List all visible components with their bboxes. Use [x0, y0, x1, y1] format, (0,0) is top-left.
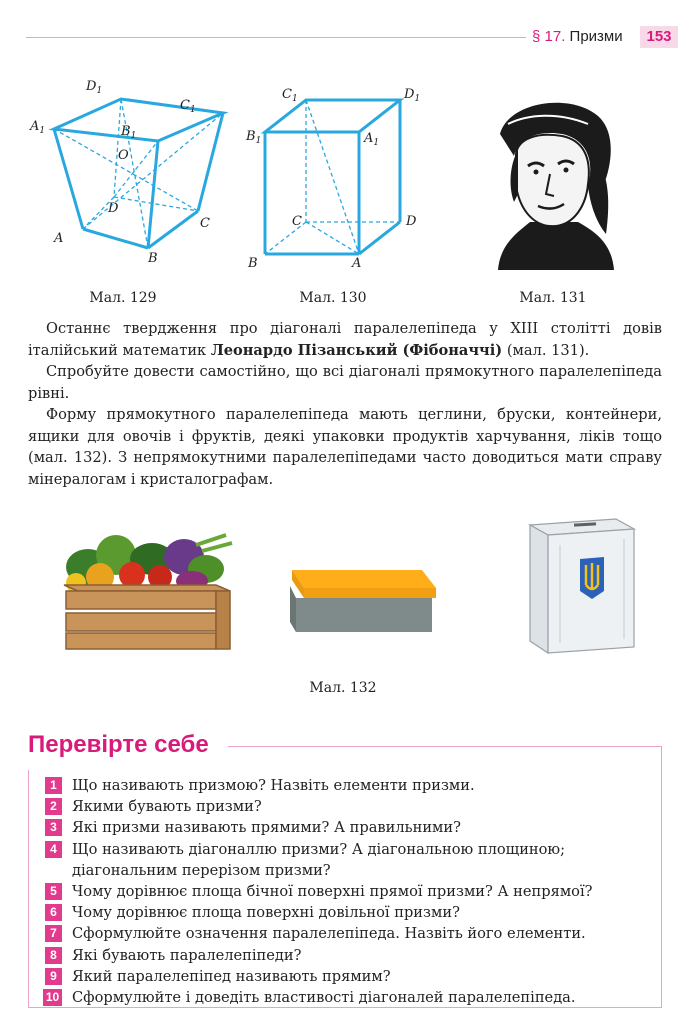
label-B: B — [248, 256, 258, 271]
parallelepiped-solid-edges — [54, 99, 223, 248]
label-B1: $B_1$ — [121, 124, 137, 141]
question-item — [45, 987, 657, 1008]
question-number: 7 — [45, 925, 62, 942]
label-C1: $C_1$ — [180, 98, 196, 115]
question-number: 6 — [45, 904, 62, 921]
running-header — [532, 28, 623, 45]
check-yourself-frame-left — [28, 770, 29, 1007]
label-C: C — [200, 216, 210, 231]
label-B: B — [148, 251, 158, 266]
question-number: 9 — [45, 968, 62, 985]
question-number: 3 — [45, 819, 62, 836]
question-text: Чому дорівнює площа поверхні довільної призми? — [72, 904, 460, 922]
label-B1: $B_1$ — [246, 129, 262, 146]
question-item — [45, 966, 657, 987]
check-yourself-frame-right — [661, 746, 662, 1007]
question-item — [45, 945, 657, 966]
question-number: 2 — [45, 798, 62, 815]
name-fibonacci: Леонардо Пізанський (Фібоначчі) — [210, 341, 503, 359]
paragraph-examples: Форму прямокутного паралелепіпеда мають цеглини, бруски, контейнери, ящики для овочів і фруктів, деякі упаковки продуктів харчування, ліків тощо (мал. 132). З непрямокутними паралелепіпедами часто доводиться мати справу мінералогам і кристалографам. — [28, 406, 662, 488]
label-D: D — [406, 214, 417, 229]
question-item — [45, 817, 657, 838]
question-number: 10 — [43, 989, 62, 1006]
question-item — [45, 902, 657, 923]
question-text: Чому дорівнює площа бічної поверхні прямої призми? А непрямої? — [72, 883, 593, 901]
question-number: 1 — [45, 777, 62, 794]
paragraph-fibonacci: Останнє твердження про діагоналі паралелепіпеда у XIII столітті довів італійський математик Леонардо Пізанський (Фібоначчі) (мал. 131). — [28, 320, 662, 359]
photo-vegetable-crate — [56, 525, 236, 655]
question-number: 5 — [45, 883, 62, 900]
label-A: A — [352, 256, 362, 271]
box-hidden-edges-and-diagonal — [265, 100, 400, 254]
question-text: Якими бувають призми? — [72, 798, 262, 816]
question-list — [45, 775, 657, 1008]
question-text: Що називають діагоналлю призми? А діагональною площиною; діагональним перерізом призми? — [72, 840, 566, 879]
question-item — [45, 796, 657, 817]
label-O: O — [118, 148, 129, 163]
check-yourself-title: Перевірте себе — [28, 731, 209, 758]
label-D: D — [108, 201, 119, 216]
caption-fig129: Мал. 129 — [89, 290, 157, 306]
question-item — [45, 775, 657, 796]
question-text: Сформулюйте і доведіть властивості діагоналей паралелепіпеда. — [72, 989, 576, 1007]
label-C: C — [292, 214, 302, 229]
figure-130-rectangular-parallelepiped — [242, 84, 432, 274]
question-text: Що називають призмою? Назвіть елементи призми. — [72, 777, 475, 794]
question-number: 8 — [45, 947, 62, 964]
label-A: A — [54, 231, 64, 246]
question-text: Сформулюйте означення паралелепіпеда. Назвіть його елементи. — [72, 925, 586, 943]
question-text: Який паралелепіпед називають прямим? — [72, 967, 391, 985]
label-C1: $C_1$ — [282, 87, 298, 104]
question-number: 4 — [45, 841, 62, 858]
label-A1: $A_1$ — [364, 131, 380, 148]
caption-fig131: Мал. 131 — [519, 290, 587, 306]
question-item — [45, 881, 657, 902]
question-text: Які призми називають прямими? А правильними? — [72, 819, 461, 837]
question-item — [45, 839, 657, 881]
caption-fig130: Мал. 130 — [299, 290, 367, 306]
body-text — [28, 318, 662, 490]
box-solid-edges — [265, 100, 400, 254]
photo-ballot-box — [520, 515, 640, 657]
question-item — [45, 923, 657, 944]
label-A1: $A_1$ — [30, 119, 46, 136]
photo-orange-box — [282, 558, 442, 638]
section-number: § 17. — [532, 28, 566, 45]
section-title: Призми — [569, 28, 623, 45]
figure-131-fibonacci-portrait — [478, 94, 632, 270]
parallelepiped-hidden-edges-and-diagonals — [54, 99, 223, 248]
label-D1: $D_1$ — [86, 79, 103, 96]
label-D1: $D_1$ — [404, 87, 421, 104]
header-rule — [26, 37, 526, 38]
caption-fig132: Мал. 132 — [309, 680, 377, 696]
question-text: Які бувають паралелепіпеди? — [72, 946, 302, 964]
paragraph-prove: Спробуйте довести самостійно, що всі діагоналі прямокутного паралелепіпеда рівні. — [28, 363, 662, 402]
figure-129-parallelepiped — [28, 72, 228, 272]
check-yourself-frame-top — [228, 746, 662, 747]
page-number: 153 — [640, 26, 678, 48]
